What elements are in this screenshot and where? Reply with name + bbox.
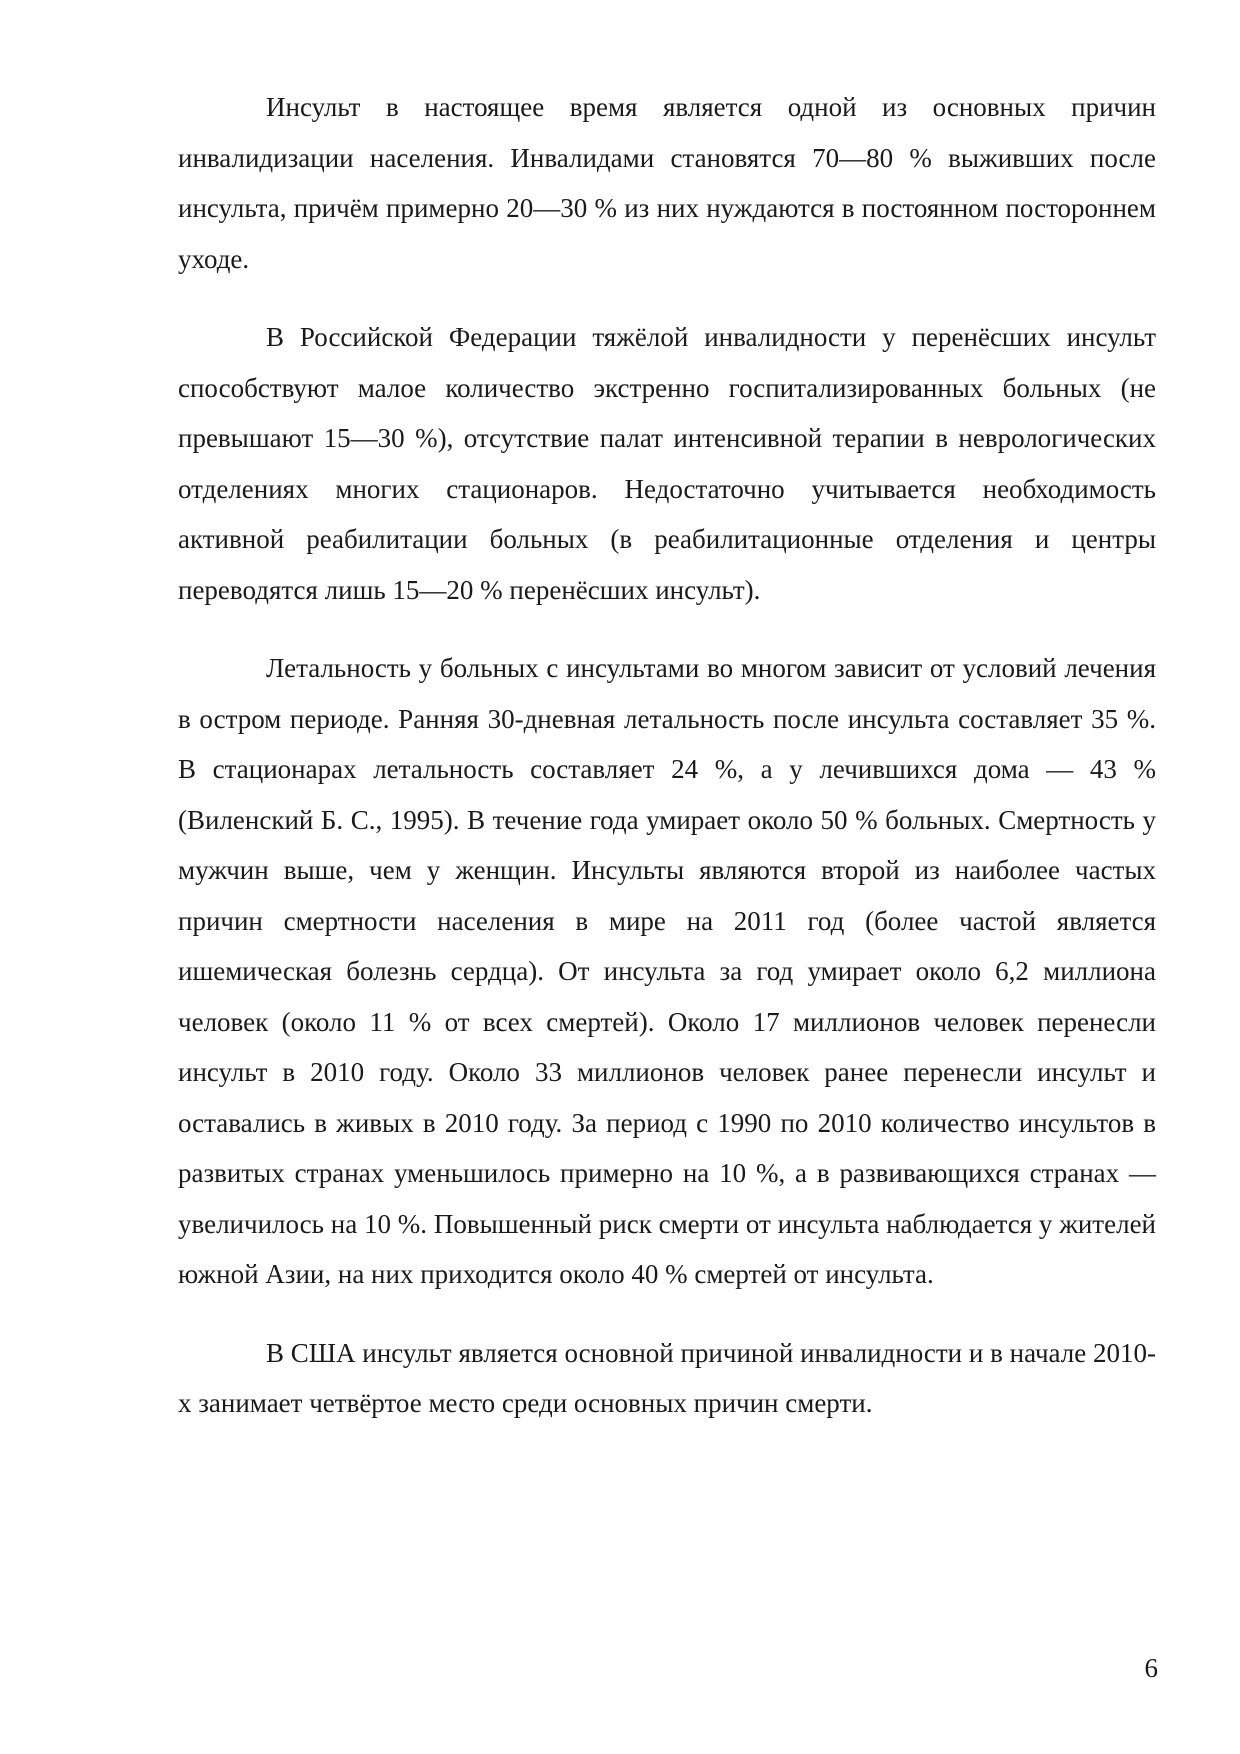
document-body <box>178 82 1156 1457</box>
paragraph-mortality: Летальность у больных с инсультами во многом зависит от условий лечения в остром периоде. Ранняя 30-дневная летальность после инсульта составляет 35 %. В стационарах летальность составляет 24 %, а у лечившихся дома — 43 % (Виленский Б. С., 1995). В течение года умирает около 50 % больных. Смертность у мужчин выше, чем у женщин. Инсульты являются второй из наиболее частых причин смертности населения в мире на 2011 год (более частой является ишемическая болезнь сердца). От инсульта за год умирает около 6,2 миллиона человек (около 11 % от всех смертей). Около 17 миллионов человек перенесли инсульт в 2010 году. Около 33 миллионов человек ранее перенесли инсульт и оставались в живых в 2010 году. За период с 1990 по 2010 количество инсультов в развитых странах уменьшилось примерно на 10 %, а в развивающихся странах — увеличилось на 10 %. Повышенный риск смерти от инсульта наблюдается у жителей южной Азии, на них приходится около 40 % смертей от инсульта. <box>178 653 1156 1289</box>
paragraph-usa: В США инсульт является основной причиной инвалидности и в начале 2010-х занимает четвёртое место среди основных причин смерти. <box>178 1337 1156 1418</box>
page-number: 6 <box>1144 1653 1158 1683</box>
paragraph-disability: Инсульт в настоящее время является одной из основных причин инвалидизации населения. Инвалидами становятся 70—80 % выживших после инсульта, причём примерно 20—30 % из них нуждаются в постоянном постороннем уходе. <box>178 92 1156 274</box>
paragraph-russian-federation: В Российской Федерации тяжёлой инвалидности у перенёсших инсульт способствуют малое количество экстренно госпитализированных больных (не превышают 15—30 %), отсутствие палат интенсивной терапии в неврологических отделениях многих стационаров. Недостаточно учитывается необходимость активной реабилитации больных (в реабилитационные отделения и центры переводятся лишь 15—20 % перенёсших инсульт). <box>178 322 1156 605</box>
